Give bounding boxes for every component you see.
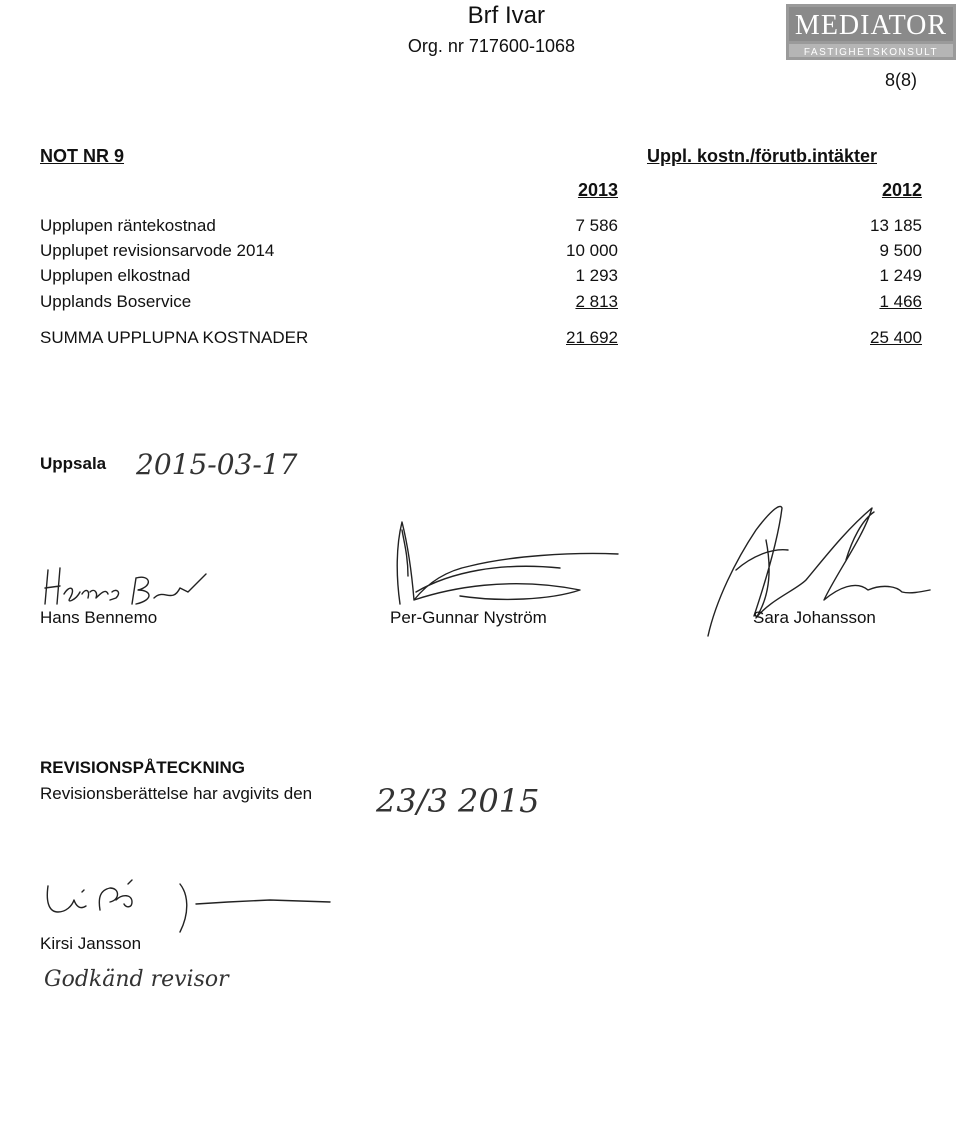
signatory-name-3: Sara Johansson	[753, 608, 876, 627]
svg-text:23/3 2015: 23/3 2015	[376, 782, 540, 820]
row-label: Upplupen räntekostnad	[40, 216, 216, 235]
note-heading: Uppl. kostn./förutb.intäkter	[646, 146, 877, 166]
svg-text:Godkänd revisor: Godkänd revisor	[44, 967, 229, 992]
signatory-name-1: Hans Bennemo	[40, 608, 158, 627]
total-value-2012: 25 400	[870, 328, 922, 347]
handwritten-signing-date	[132, 440, 352, 484]
row-value-2013: 10 000	[566, 241, 618, 260]
row-value-2013: 1 293	[575, 266, 618, 285]
auditor-name: Kirsi Jansson	[40, 934, 142, 953]
logo-text: MEDIATOR	[794, 10, 948, 41]
row-value-2012: 9 500	[879, 241, 922, 260]
svg-text:2015-03-17: 2015-03-17	[136, 448, 298, 481]
note-title: NOT NR 9	[40, 146, 125, 166]
signature-per-gunnar-nystrom	[390, 516, 630, 612]
revision-text: Revisionsberättelse har avgivits den	[40, 784, 313, 803]
row-value-2013: 7 586	[575, 216, 618, 235]
mediator-logo	[786, 4, 956, 60]
total-label: SUMMA UPPLUPNA KOSTNADER	[40, 328, 309, 347]
handwritten-auditor-note	[40, 958, 360, 998]
total-value-2013: 21 692	[566, 328, 618, 347]
org-number: Org. nr 717600-1068	[407, 36, 575, 56]
row-value-2012: 13 185	[870, 216, 922, 235]
signatory-name-2: Per-Gunnar Nyström	[390, 608, 547, 627]
org-name: Brf Ivar	[467, 2, 545, 29]
year-2013-header: 2013	[577, 180, 618, 200]
handwritten-revision-date	[372, 760, 612, 830]
row-label: Upplands Boservice	[40, 292, 192, 311]
row-label: Upplupen elkostnad	[40, 266, 191, 285]
logo-subtext: FASTIGHETSKONSULT	[803, 47, 939, 58]
row-label: Upplupet revisionsarvode 2014	[40, 241, 275, 260]
row-value-2012: 1 249	[879, 266, 922, 285]
revision-heading: REVISIONSPÅTECKNING	[40, 758, 245, 777]
page-number: 8(8)	[884, 70, 917, 90]
signature-hans-bennemo	[40, 548, 230, 610]
signature-kirsi-jansson	[40, 860, 340, 940]
row-value-2012: 1 466	[879, 292, 922, 311]
row-value-2013: 2 813	[575, 292, 618, 311]
signing-place: Uppsala	[40, 454, 107, 473]
year-2012-header: 2012	[881, 180, 922, 200]
